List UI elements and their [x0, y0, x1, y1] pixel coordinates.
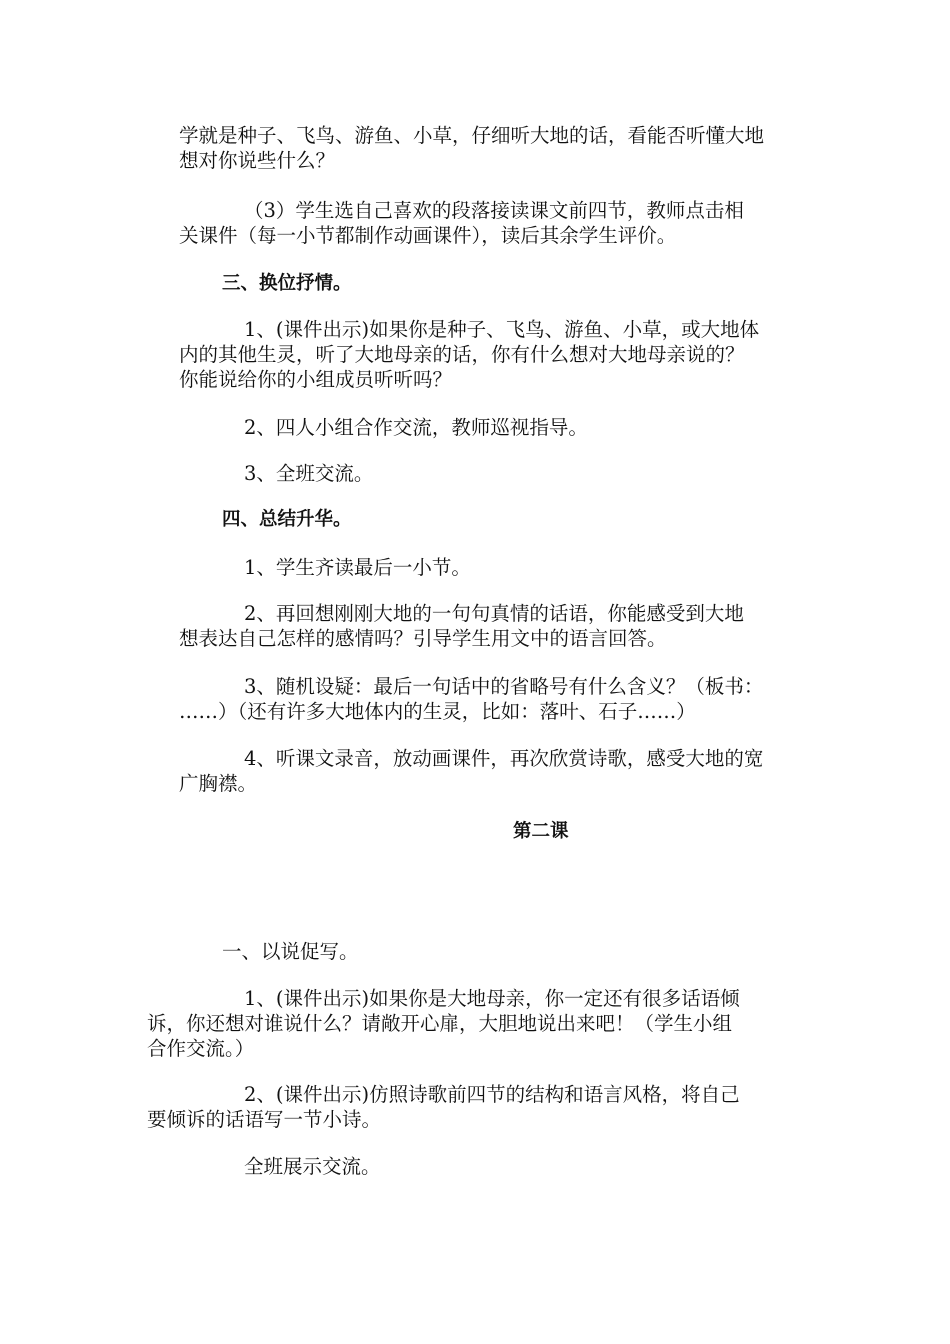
text-line: 要倾诉的话语写一节小诗。 — [147, 1108, 382, 1131]
text-line: 关课件（每一小节都制作动画课件），读后其余学生评价。 — [179, 224, 677, 247]
section-heading: 四、总结升华。 — [222, 509, 352, 530]
section-heading: 三、换位抒情。 — [222, 273, 352, 294]
text-line: 诉，你还想对谁说什么？请敞开心扉，大胆地说出来吧！（学生小组 — [147, 1012, 733, 1035]
text-line: 2、四人小组合作交流，教师巡视指导。 — [244, 416, 588, 439]
text-line: 1、(课件出示)如果你是种子、飞鸟、游鱼、小草，或大地体 — [244, 318, 760, 341]
text-line: 合作交流。） — [147, 1037, 255, 1060]
text-line: 你能说给你的小组成员听听吗？ — [179, 368, 453, 391]
text-line: 想表达自己怎样的感情吗？引导学生用文中的语言回答。 — [179, 627, 667, 650]
lesson-title: 第二课 — [513, 821, 569, 842]
text-line: 广胸襟。 — [179, 772, 258, 795]
text-line: 4、听课文录音，放动画课件，再次欣赏诗歌，感受大地的宽 — [244, 747, 764, 770]
text-line: 学就是种子、飞鸟、游鱼、小草，仔细听大地的话，看能否听懂大地 — [179, 124, 765, 147]
text-line: 3、随机设疑：最后一句话中的省略号有什么含义？（板书： — [244, 675, 764, 698]
text-line: 1、学生齐读最后一小节。 — [244, 556, 471, 579]
text-line: 3、全班交流。 — [244, 462, 374, 485]
text-line: （3）学生选自己喜欢的段落接读课文前四节，教师点击相 — [244, 199, 744, 222]
text-line: 内的其他生灵，听了大地母亲的话，你有什么想对大地母亲说的？ — [179, 343, 745, 366]
text-line: ……）（还有许多大地体内的生灵，比如：落叶、石子……） — [179, 700, 696, 723]
text-line: 1、(课件出示)如果你是大地母亲，你一定还有很多话语倾 — [244, 987, 740, 1010]
text-line: 全班展示交流。 — [244, 1155, 381, 1178]
text-line: 2、(课件出示)仿照诗歌前四节的结构和语言风格，将自己 — [244, 1083, 740, 1106]
text-line: 想对你说些什么？ — [179, 149, 336, 172]
section-heading: 一、以说促写。 — [222, 940, 359, 963]
text-line: 2、再回想刚刚大地的一句句真情的话语，你能感受到大地 — [244, 602, 744, 625]
